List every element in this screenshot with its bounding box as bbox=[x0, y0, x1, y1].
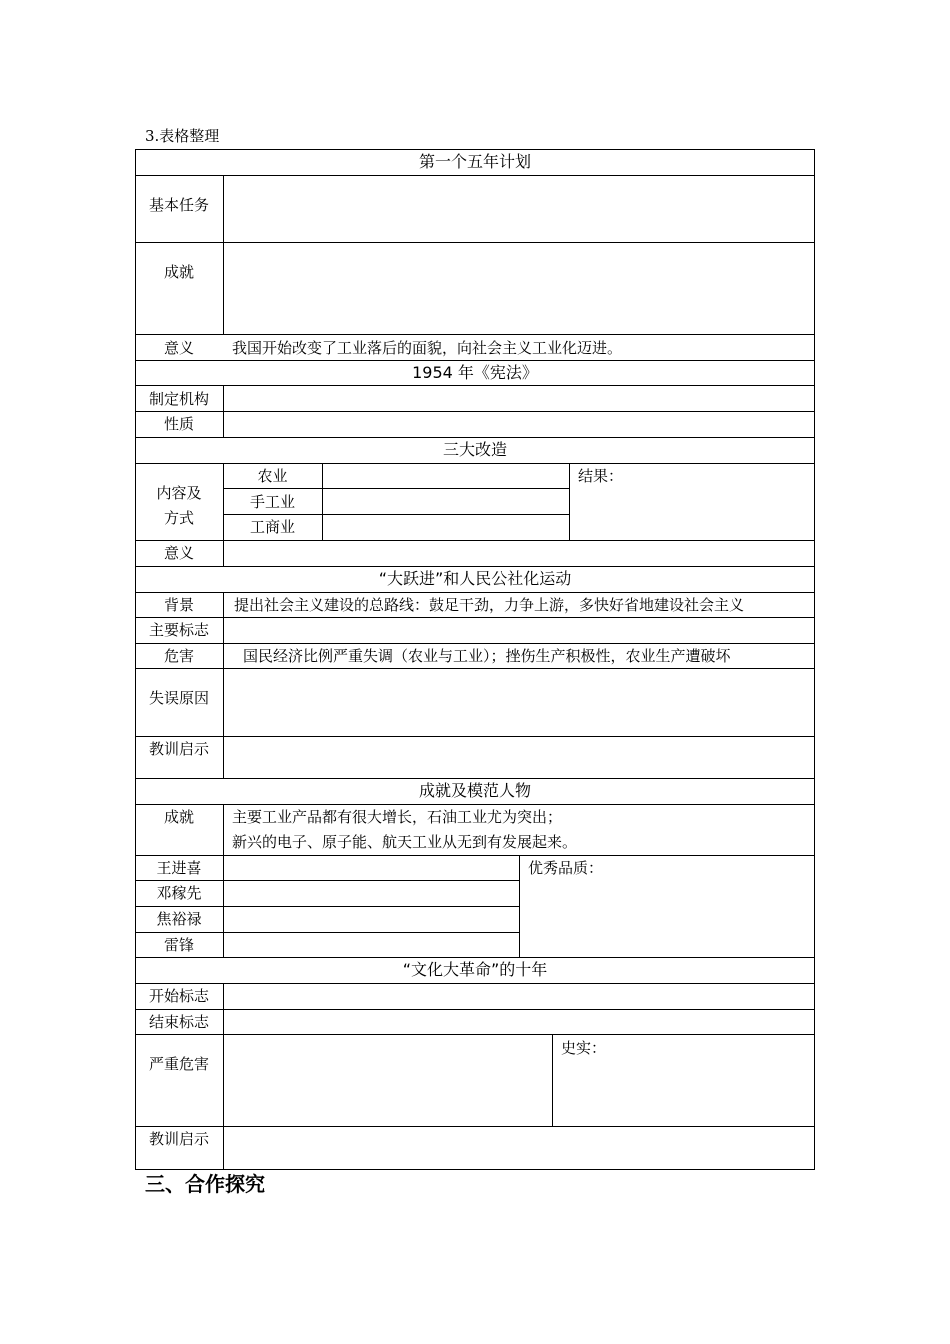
label-basic-task: 基本任务 bbox=[148, 196, 209, 214]
review-table bbox=[135, 149, 815, 1170]
label-achievement: 成就 bbox=[163, 263, 194, 281]
row-divider bbox=[135, 592, 815, 593]
label-background: 背景 bbox=[163, 596, 194, 614]
label-harm: 危害 bbox=[163, 647, 194, 665]
section-title-models: 成就及模范人物 bbox=[418, 781, 531, 800]
row-divider bbox=[135, 1126, 815, 1127]
row-divider bbox=[135, 1009, 815, 1010]
label-serious-harm: 严重危害 bbox=[148, 1055, 209, 1073]
label-agriculture: 农业 bbox=[257, 467, 288, 485]
label-content-method-1: 内容及 bbox=[156, 484, 202, 502]
row-divider bbox=[135, 932, 519, 933]
value-background: 提出社会主义建设的总路线：鼓足干劲，力争上游，多快好省地建设社会主义 bbox=[234, 596, 745, 614]
row-divider bbox=[135, 334, 815, 335]
row-divider bbox=[135, 437, 815, 438]
row-divider bbox=[135, 736, 815, 737]
label-column-divider bbox=[223, 592, 224, 778]
row-divider bbox=[135, 411, 815, 412]
label-nature: 性质 bbox=[163, 415, 194, 433]
label-commerce: 工商业 bbox=[249, 518, 295, 536]
section-heading: 3.表格整理 bbox=[145, 127, 220, 145]
value-harm: 国民经济比例严重失调（农业与工业）；挫伤生产积极性，农业生产遭破坏 bbox=[243, 647, 731, 665]
row-divider bbox=[135, 983, 815, 984]
row-divider bbox=[135, 778, 815, 779]
row-divider bbox=[135, 906, 519, 907]
row-divider bbox=[135, 242, 815, 243]
section-title-cultural-revolution: “文化大革命”的十年 bbox=[402, 960, 548, 979]
row-divider bbox=[135, 957, 815, 958]
row-divider bbox=[223, 514, 569, 515]
label-end-mark: 结束标志 bbox=[148, 1013, 209, 1031]
quality-column-divider bbox=[519, 855, 520, 957]
label-column-divider bbox=[223, 983, 224, 1170]
row-divider bbox=[135, 385, 815, 386]
reform-item-divider bbox=[322, 463, 323, 540]
label-wang-jinxi: 王进喜 bbox=[156, 859, 202, 877]
label-main-mark: 主要标志 bbox=[148, 621, 209, 639]
row-divider bbox=[135, 1034, 815, 1035]
label-deng-jiaxian: 邓稼先 bbox=[156, 884, 202, 902]
section-title-constitution: 1954 年《宪法》 bbox=[412, 363, 538, 382]
row-divider bbox=[135, 175, 815, 176]
row-divider bbox=[135, 360, 815, 361]
section-title-first-five-year-plan: 第一个五年计划 bbox=[418, 152, 531, 171]
table-border-top bbox=[135, 149, 815, 150]
label-lesson: 教训启示 bbox=[148, 740, 209, 758]
label-reform-meaning: 意义 bbox=[163, 544, 194, 562]
row-divider bbox=[135, 463, 815, 464]
label-quality: 优秀品质： bbox=[528, 859, 604, 877]
label-content-method-2: 方式 bbox=[163, 509, 194, 527]
table-border-right bbox=[814, 149, 815, 1170]
value-meaning: 我国开始改变了工业落后的面貌，向社会主义工业化迈进。 bbox=[232, 339, 623, 357]
label-revolution-lesson: 教训启示 bbox=[148, 1130, 209, 1148]
label-result: 结果： bbox=[578, 467, 624, 485]
label-lei-feng: 雷锋 bbox=[163, 936, 194, 954]
value-achievement-line-2: 新兴的电子、原子能、航天工业从无到有发展起来。 bbox=[232, 833, 578, 851]
row-divider bbox=[135, 617, 815, 618]
row-divider bbox=[135, 668, 815, 669]
section-title-three-reforms: 三大改造 bbox=[442, 440, 507, 459]
row-divider bbox=[135, 566, 815, 567]
reform-result-divider bbox=[569, 463, 570, 540]
label-column-divider bbox=[223, 385, 224, 437]
label-models-achievement: 成就 bbox=[163, 808, 194, 826]
row-divider bbox=[135, 880, 519, 881]
row-divider bbox=[223, 488, 569, 489]
cooperative-inquiry-title: 三、合作探究 bbox=[145, 1172, 265, 1196]
label-facts: 史实： bbox=[561, 1039, 607, 1057]
row-divider bbox=[135, 855, 815, 856]
label-drafting-body: 制定机构 bbox=[148, 390, 209, 408]
label-column-divider bbox=[223, 804, 224, 957]
section-title-great-leap: “大跃进”和人民公社化运动 bbox=[378, 569, 572, 588]
label-jiao-yulu: 焦裕禄 bbox=[156, 910, 202, 928]
label-meaning: 意义 bbox=[163, 339, 194, 357]
facts-column-divider bbox=[552, 1034, 553, 1126]
label-column-divider bbox=[223, 175, 224, 334]
row-divider bbox=[135, 540, 815, 541]
row-divider bbox=[135, 804, 815, 805]
row-divider bbox=[135, 643, 815, 644]
table-border-bottom bbox=[135, 1169, 815, 1170]
value-achievement-line-1: 主要工业产品都有很大增长，石油工业尤为突出； bbox=[232, 808, 563, 826]
label-error-cause: 失误原因 bbox=[148, 689, 209, 707]
label-start-mark: 开始标志 bbox=[148, 987, 209, 1005]
label-handicraft: 手工业 bbox=[249, 493, 295, 511]
